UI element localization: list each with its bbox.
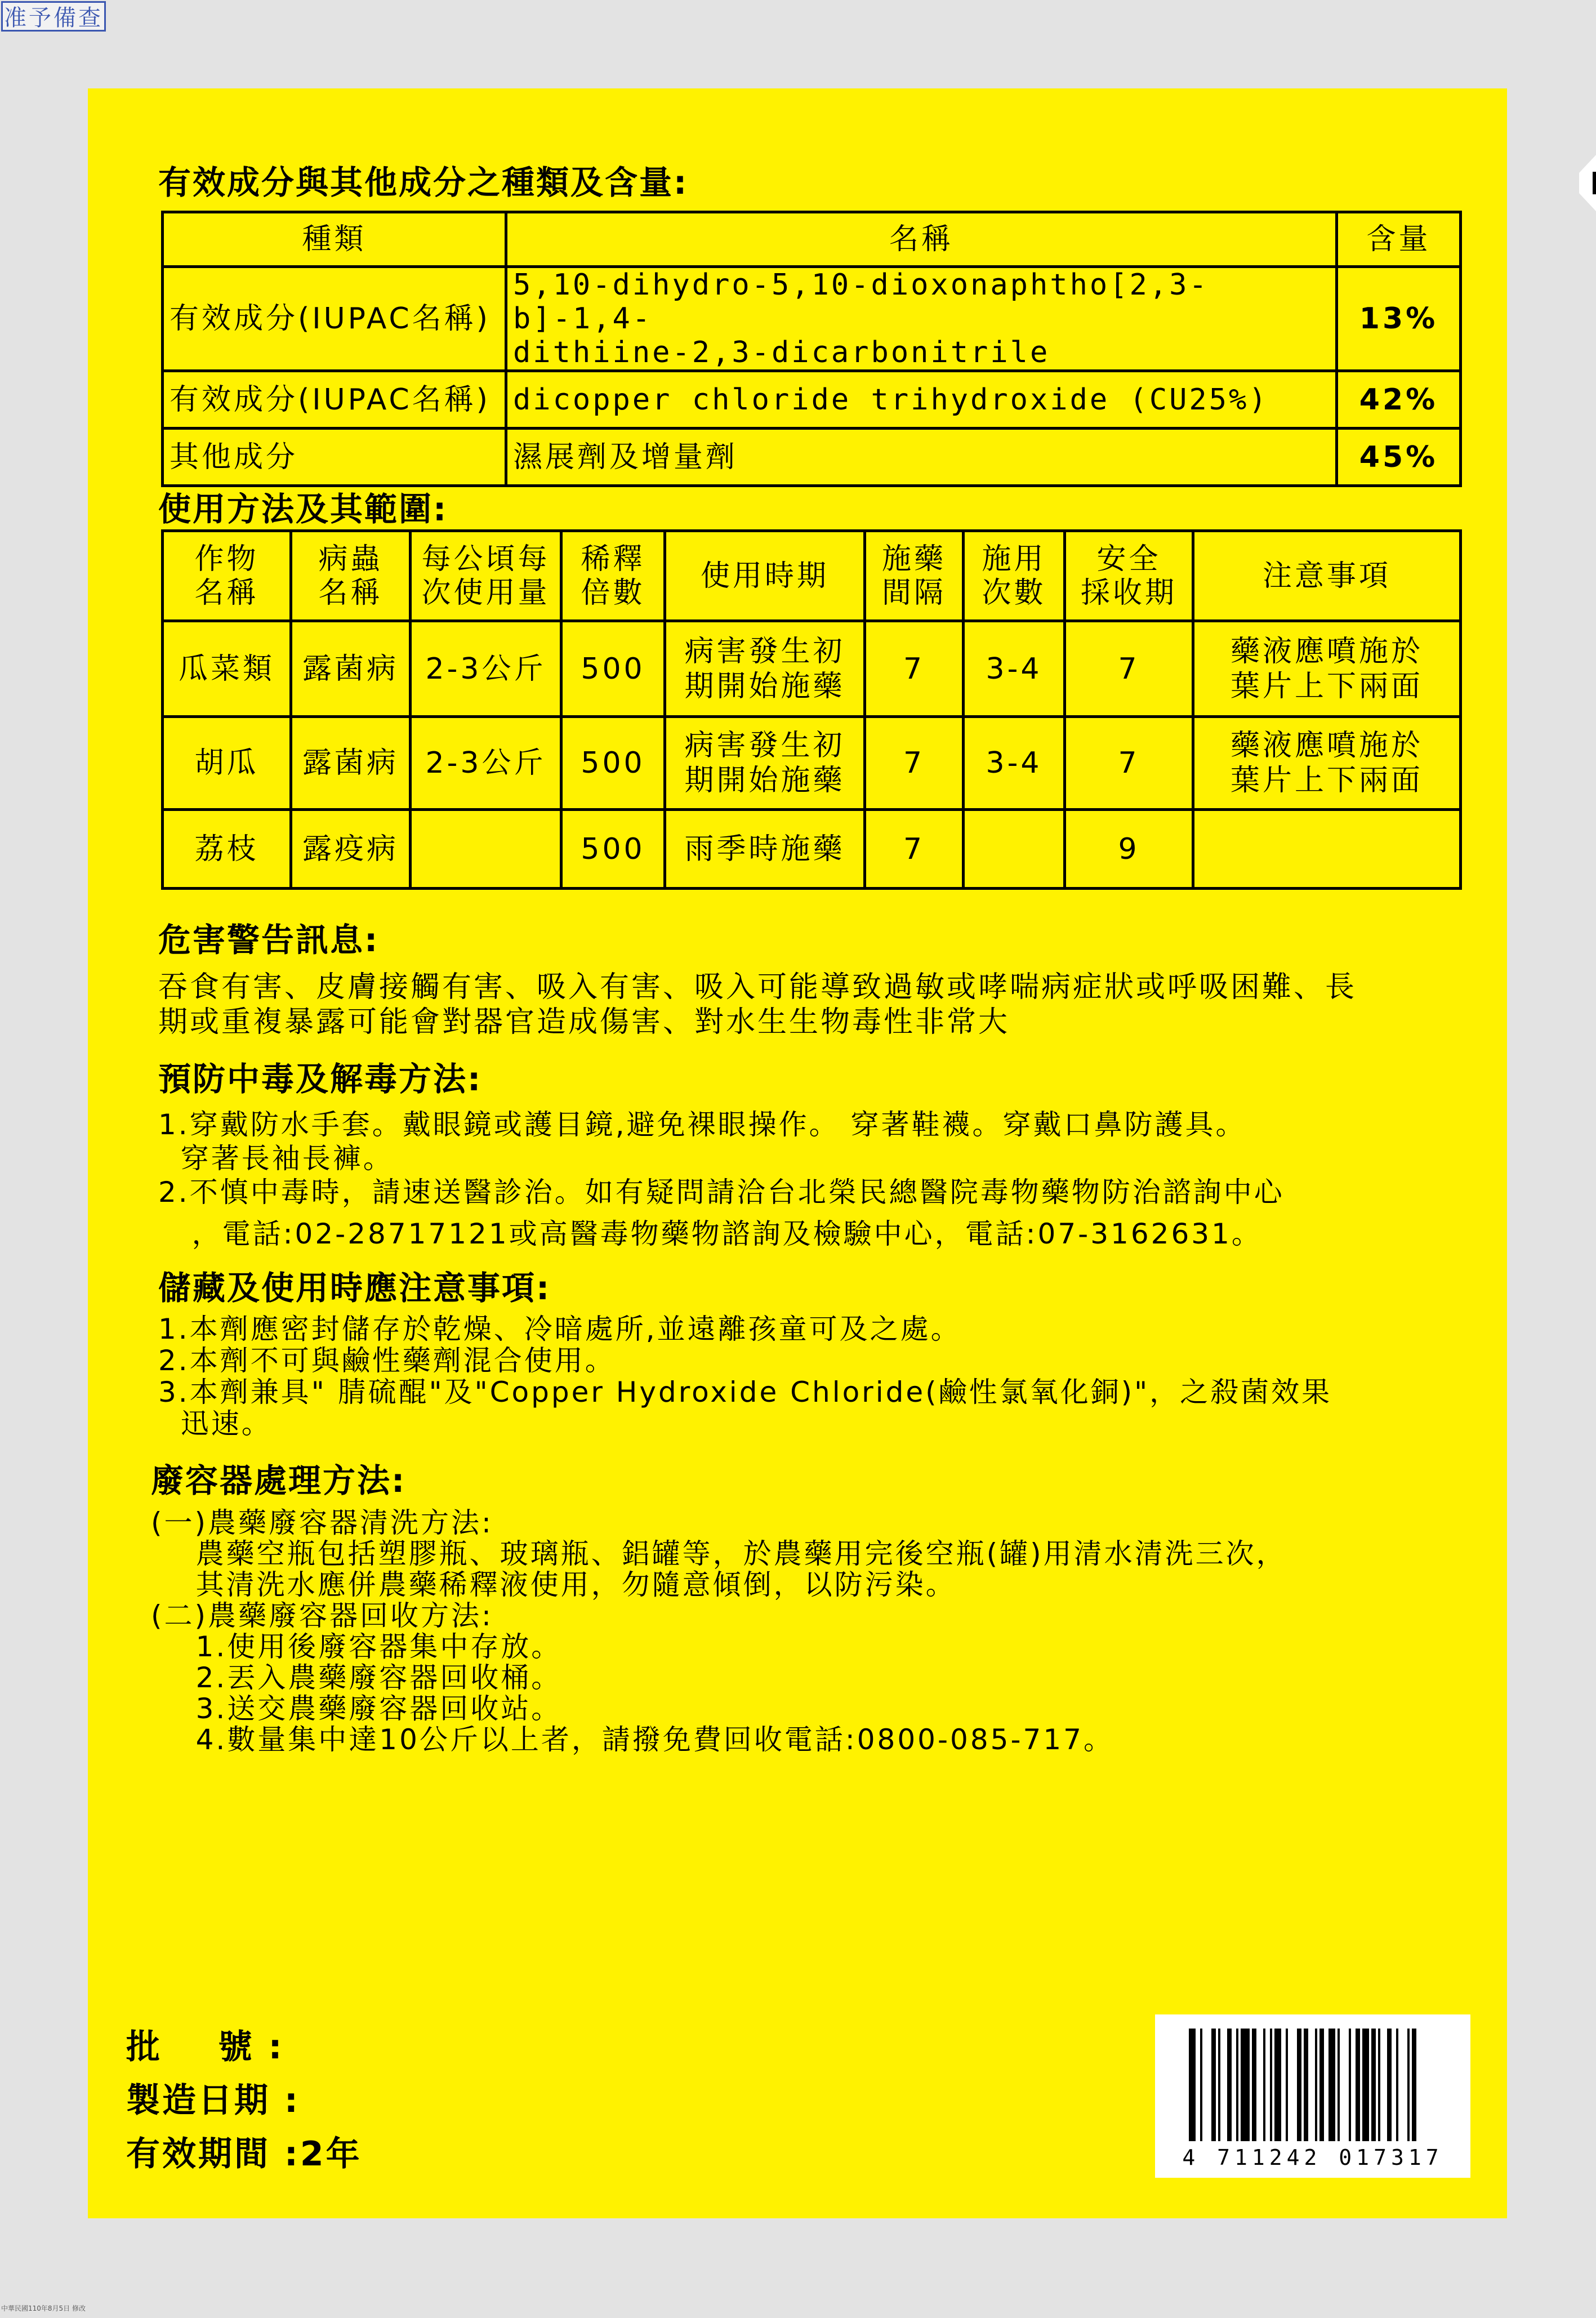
col-amount-header: 含量 xyxy=(1337,212,1461,267)
barcode-bar xyxy=(1319,2029,1324,2141)
table-row xyxy=(163,371,1461,429)
barcode-bar xyxy=(1407,2029,1410,2141)
note-cell xyxy=(1193,810,1461,889)
barcode-bar xyxy=(1236,2029,1238,2141)
ingredient-name: 濕展劑及增量劑 xyxy=(506,429,1337,486)
ingredient-name-line: dithiine-2,3-dicarbonitrile xyxy=(513,336,1050,369)
ingredient-type: 其他成分 xyxy=(163,429,506,486)
barcode-bar xyxy=(1349,2029,1351,2141)
hazard-text: 吞食有害、皮膚接觸有害、吸入有害、吸入可能導致過敏或哮喘病症狀或呼吸困難、長 期或重複暴露可能會對器官造成傷害、對水生生物毒性非常大 xyxy=(158,970,1357,1039)
col-type-header: 種類 xyxy=(163,212,506,267)
hazard-heading: 危害警告訊息: xyxy=(158,921,380,959)
note-cell: 藥液應噴施於 葉片上下兩面 xyxy=(1193,621,1461,717)
ingredient-amount: 13% xyxy=(1337,267,1461,371)
prevention-text: 1.穿戴防水手套。戴眼鏡或護目鏡,避免裸眼操作。 穿著鞋襪。穿戴口鼻防護具。 穿著長袖長褲。 2.不慎中毒時，請速送醫診治。如有疑問請洽台北榮民總醫院毒物藥物防治諮詢中心 ，電話:02-28717121或高醫毒物藥物諮詢及檢驗中心，電話:07-3162631。 xyxy=(158,1108,1285,1250)
storage-heading: 儲藏及使用時應注意事項: xyxy=(158,1269,551,1307)
table-row xyxy=(163,429,1461,486)
ingredient-name xyxy=(506,267,1337,371)
barcode-bar xyxy=(1263,2029,1265,2141)
barcode-bar xyxy=(1189,2029,1196,2141)
times-cell: 3-4 xyxy=(964,621,1065,717)
dosage-cell: 2-3公斤 xyxy=(411,621,561,717)
barcode-bar xyxy=(1211,2029,1216,2141)
composition-header-row xyxy=(163,212,1461,267)
composition-table xyxy=(161,211,1462,487)
timing-cell: 病害發生初 期開始施藥 xyxy=(665,621,865,717)
barcode-bar xyxy=(1338,2029,1340,2141)
col-name-header: 名稱 xyxy=(506,212,1337,267)
barcode-bar xyxy=(1362,2029,1369,2141)
disposal-heading: 廢容器處理方法: xyxy=(151,1461,407,1500)
barcode-bar xyxy=(1356,2029,1360,2141)
ingredient-type: 有效成分(IUPAC名稱) xyxy=(163,267,506,371)
crop-cell: 荔枝 xyxy=(163,810,291,889)
barcode-bar xyxy=(1315,2029,1317,2141)
page-edge-mark xyxy=(1573,155,1596,211)
approval-stamp: 准予備查 xyxy=(1,1,106,32)
dilution-cell: 500 xyxy=(561,717,665,810)
barcode-bar xyxy=(1297,2029,1301,2141)
table-row xyxy=(163,717,1461,810)
usage-header-row xyxy=(163,531,1461,621)
revision-footnote: 中華民國110年8月5日 修改 xyxy=(1,2304,86,2312)
ingredient-amount: 45% xyxy=(1337,429,1461,486)
barcode-bar xyxy=(1396,2029,1398,2141)
disposal-text: (一)農藥廢容器清洗方法: 農藥空瓶包括塑膠瓶、玻璃瓶、鋁罐等，於農藥用完後空瓶(罐)用清水清洗三次， 其清洗水應併農藥稀釋液使用，勿隨意傾倒，以防污染。 (二)農藥廢容器回收方法: 1.使用後廢容器集中存放。 2.丟入農藥廢容器回收桶。 3.送交農藥廢容器回收站。 4.數量集中達10公斤以上者，請撥免費回收電話:0800-085-717。 xyxy=(151,1506,1287,1756)
table-row xyxy=(163,810,1461,889)
barcode-bar xyxy=(1412,2029,1416,2141)
barcode-bar xyxy=(1387,2029,1392,2141)
ingredient-name: dicopper chloride trihydroxide (CU25%) xyxy=(506,371,1337,429)
barcode-bars xyxy=(1155,2014,1470,2144)
timing-cell: 病害發生初 期開始施藥 xyxy=(665,717,865,810)
harvest-cell: 7 xyxy=(1065,717,1193,810)
barcode-bar xyxy=(1286,2029,1288,2141)
usage-heading: 使用方法及其範圍: xyxy=(158,490,448,528)
storage-text: 1.本劑應密封儲存於乾燥、冷暗處所,並遠離孩童可及之處。 2.本劑不可與鹼性藥劑混合使用。 3.本劑兼具" 腈硫醌"及"Copper Hydroxide Chloride(鹼性氯氧化銅)"，之殺菌效果 迅速。 xyxy=(158,1313,1332,1440)
dosage-cell xyxy=(411,810,561,889)
barcode-bar xyxy=(1270,2029,1272,2141)
disease-cell: 露菌病 xyxy=(291,621,411,717)
barcode-bar xyxy=(1371,2029,1376,2141)
batch-number-label: 批 號 : xyxy=(126,2027,284,2067)
barcode-bar xyxy=(1227,2029,1232,2141)
times-cell: 3-4 xyxy=(964,717,1065,810)
crop-cell: 胡瓜 xyxy=(163,717,291,810)
product-label xyxy=(88,88,1507,2218)
col-dosage-header: 每公頃每 次使用量 xyxy=(411,531,561,621)
dilution-cell: 500 xyxy=(561,621,665,717)
crop-cell: 瓜菜類 xyxy=(163,621,291,717)
barcode-bar xyxy=(1241,2029,1250,2141)
barcode xyxy=(1155,2014,1470,2178)
col-notes-header: 注意事項 xyxy=(1193,531,1461,621)
composition-heading: 有效成分與其他成分之種類及含量: xyxy=(158,163,689,202)
table-row xyxy=(163,621,1461,717)
col-harvest-header: 安全 採收期 xyxy=(1065,531,1193,621)
interval-cell: 7 xyxy=(865,717,964,810)
times-cell xyxy=(964,810,1065,889)
prevention-heading: 預防中毒及解毒方法: xyxy=(158,1060,483,1098)
barcode-bar xyxy=(1304,2029,1308,2141)
expiry-label: 有效期間 :2年 xyxy=(126,2134,362,2174)
ingredient-type: 有效成分(IUPAC名稱) xyxy=(163,371,506,429)
table-row xyxy=(163,267,1461,371)
barcode-bar xyxy=(1252,2029,1256,2141)
barcode-bar xyxy=(1274,2029,1281,2141)
dilution-cell: 500 xyxy=(561,810,665,889)
ingredient-amount: 42% xyxy=(1337,371,1461,429)
note-cell: 藥液應噴施於 葉片上下兩面 xyxy=(1193,717,1461,810)
col-disease-header: 病蟲 名稱 xyxy=(291,531,411,621)
barcode-bar xyxy=(1378,2029,1380,2141)
barcode-bar xyxy=(1328,2029,1335,2141)
col-timing-header: 使用時期 xyxy=(665,531,865,621)
interval-cell: 7 xyxy=(865,810,964,889)
ingredient-name-line: 5,10-dihydro-5,10-dioxonaphtho[2,3-b]-1,4- xyxy=(513,268,1209,336)
barcode-bar xyxy=(1200,2029,1202,2141)
usage-table xyxy=(161,529,1462,890)
barcode-digits: 4 711242 017317 xyxy=(1182,2145,1443,2170)
disease-cell: 露疫病 xyxy=(291,810,411,889)
barcode-bar xyxy=(1218,2029,1220,2141)
col-interval-header: 施藥 間隔 xyxy=(865,531,964,621)
dosage-cell: 2-3公斤 xyxy=(411,717,561,810)
col-dilution-header: 稀釋 倍數 xyxy=(561,531,665,621)
harvest-cell: 9 xyxy=(1065,810,1193,889)
col-crop-header: 作物 名稱 xyxy=(163,531,291,621)
interval-cell: 7 xyxy=(865,621,964,717)
timing-cell: 雨季時施藥 xyxy=(665,810,865,889)
disease-cell: 露菌病 xyxy=(291,717,411,810)
harvest-cell: 7 xyxy=(1065,621,1193,717)
manufacture-date-label: 製造日期 : xyxy=(126,2081,300,2120)
col-times-header: 施用 次數 xyxy=(964,531,1065,621)
